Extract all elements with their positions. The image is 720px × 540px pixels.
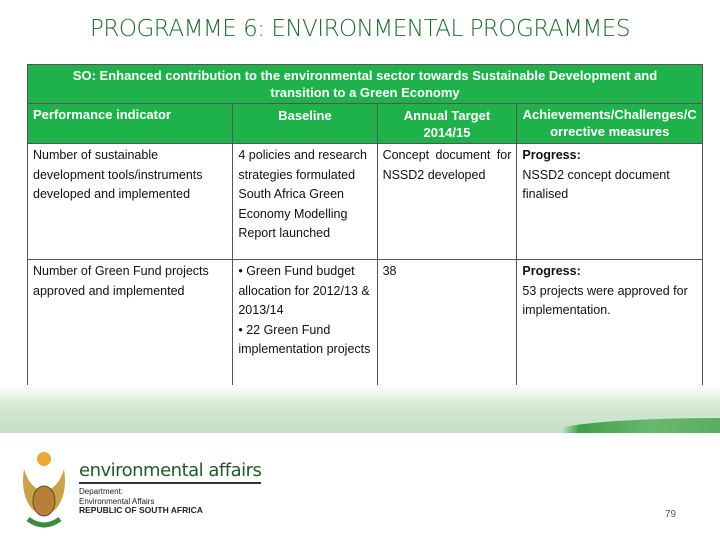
table-row [28, 260, 703, 394]
indicator-cell: Number of sustainable development tools/instruments developed and implemented [28, 144, 233, 260]
indicator-cell: Number of Green Fund projects approved and implemented [28, 260, 233, 394]
progress-label: Progress: [522, 148, 581, 162]
progress-label: Progress: [522, 264, 581, 278]
slide-title: PROGRAMME 6: ENVIRONMENTAL PROGRAMMES [90, 16, 630, 42]
achievement-cell [517, 144, 703, 260]
header-row [28, 104, 703, 144]
baseline-item: • 22 Green Fund implementation projects [238, 322, 371, 356]
dept-line: Department: [79, 487, 124, 496]
dept-country: REPUBLIC OF SOUTH AFRICA [79, 505, 203, 515]
target-cell: 38 [377, 260, 517, 394]
header-baseline: Baseline [233, 104, 377, 144]
target-cell: Concept document for NSSD2 developed [377, 144, 517, 260]
brand-name: environmental affairs [79, 460, 261, 484]
header-target: Annual Target 2014/15 [377, 104, 517, 144]
achievement-text: NSSD2 concept document finalised [522, 167, 670, 201]
page-number: 79 [665, 509, 677, 520]
achievement-cell [517, 260, 703, 394]
programme-table [27, 64, 703, 394]
coat-of-arms-logo [18, 449, 70, 533]
header-achievements: Achievements/Challenges/Corrective measures [517, 104, 703, 144]
achievement-text: 53 projects were approved for implementation. [522, 283, 688, 317]
baseline-cell: 4 policies and research strategies formulated South Africa Green Economy Modelling Report launched [233, 144, 377, 260]
so-cell: SO: Enhanced contribution to the environmental sector towards Sustainable Development and transition to a Green Economy [28, 65, 703, 104]
so-row [28, 65, 703, 104]
table-row [28, 144, 703, 260]
header-indicator: Performance indicator [28, 104, 233, 144]
dept-line: Environmental Affairs [79, 496, 155, 506]
department-text [79, 487, 203, 516]
baseline-item: • Green Fund budget allocation for 2012/13 & 2013/14 [238, 264, 370, 317]
baseline-cell [233, 260, 377, 394]
